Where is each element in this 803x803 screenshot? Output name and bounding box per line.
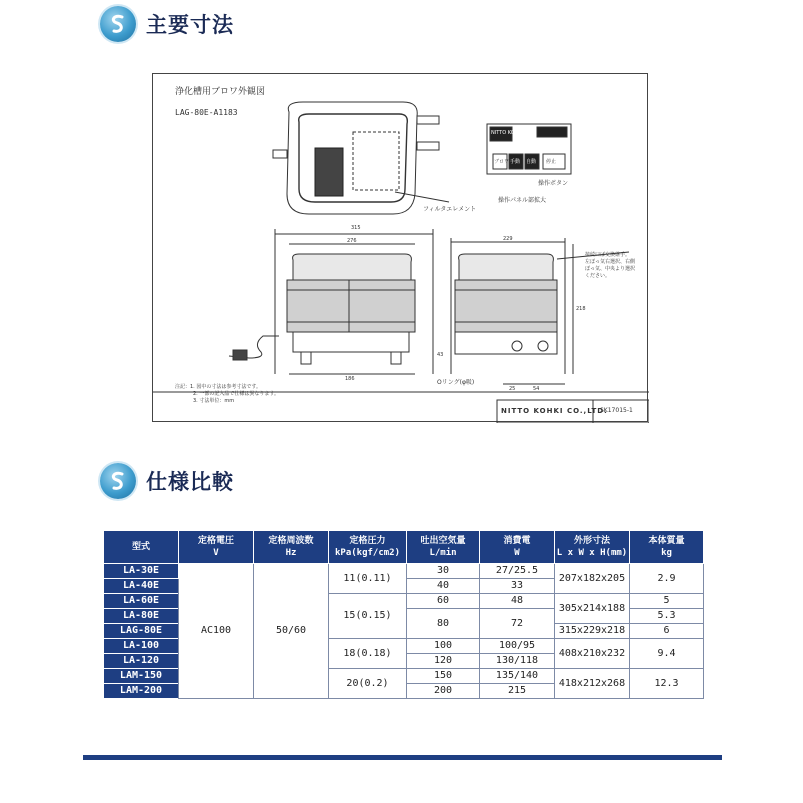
dim-h: 218 xyxy=(576,306,586,312)
power-cell: 135/140 xyxy=(480,669,555,684)
air-cell: 150 xyxy=(407,669,480,684)
size-cell: 207x182x205 xyxy=(555,564,630,594)
dim-d-a: 25 xyxy=(509,386,516,392)
dim-d-b: 54 xyxy=(533,386,540,392)
section-title-specs xyxy=(100,463,234,499)
air-cell: 80 xyxy=(407,609,480,639)
panel-brand-text: NITTO KOHKI xyxy=(491,130,524,136)
power-cell: 215 xyxy=(480,684,555,699)
dim-w-inner: 276 xyxy=(347,238,357,244)
power-cell: 72 xyxy=(480,609,555,639)
power-cell: 27/25.5 xyxy=(480,564,555,579)
size-cell: 305x214x188 xyxy=(555,594,630,624)
model-cell: LAM-200 xyxy=(104,684,179,699)
frequency-cell: 50/60 xyxy=(254,564,329,699)
power-cell: 33 xyxy=(480,579,555,594)
dim-h-small: 43 xyxy=(437,352,444,358)
filter-label: フィルタエレメント xyxy=(423,206,477,213)
model-cell: LA-120 xyxy=(104,654,179,669)
bottom-divider xyxy=(83,755,722,760)
panel-button-1: ブロワ xyxy=(494,159,510,165)
side-notes: 接続口ば交換継手。 左ぼっ気右選択、右側 ぼっ気、中央より選択 ください。 xyxy=(585,252,636,279)
air-cell: 100 xyxy=(407,639,480,654)
model-cell: LAG-80E xyxy=(104,624,179,639)
pressure-cell: 15(0.15) xyxy=(329,594,407,639)
pressure-cell: 11(0.11) xyxy=(329,564,407,594)
section-logo-icon xyxy=(100,463,136,499)
mass-cell: 5 xyxy=(630,594,704,609)
mass-cell: 12.3 xyxy=(630,669,704,699)
mass-cell: 9.4 xyxy=(630,639,704,669)
header-power: 消費電 W xyxy=(480,531,555,564)
mass-cell: 2.9 xyxy=(630,564,704,594)
spec-table xyxy=(103,530,704,699)
header-model: 型式 xyxy=(104,531,179,564)
header-pressure: 定格圧力 kPa(kgf/cm2) xyxy=(329,531,407,564)
air-cell: 40 xyxy=(407,579,480,594)
mass-cell: 6 xyxy=(630,624,704,639)
model-cell: LAM-150 xyxy=(104,669,179,684)
header-air: 吐出空気量 L/min xyxy=(407,531,480,564)
header-frequency: 定格周波数 Hz xyxy=(254,531,329,564)
section-logo-icon xyxy=(100,6,136,42)
section-title-text: 仕様比較 xyxy=(146,470,234,494)
power-cell: 48 xyxy=(480,594,555,609)
power-cell: 130/118 xyxy=(480,654,555,669)
voltage-cell: AC100 xyxy=(179,564,254,699)
model-cell: LA-60E xyxy=(104,594,179,609)
dim-w-base: 186 xyxy=(345,376,355,382)
size-cell: 315x229x218 xyxy=(555,624,630,639)
air-cell: 120 xyxy=(407,654,480,669)
header-voltage: 定格電圧 V xyxy=(179,531,254,564)
footer-code: SK17015-1 xyxy=(600,407,633,414)
model-cell: LA-100 xyxy=(104,639,179,654)
dim-w-outer: 315 xyxy=(351,225,361,231)
air-cell: 60 xyxy=(407,594,480,609)
pressure-cell: 20(0.2) xyxy=(329,669,407,699)
panel-button-2: 手動 xyxy=(510,159,521,165)
table-row xyxy=(104,564,704,579)
power-cell: 100/95 xyxy=(480,639,555,654)
header-mass: 本体質量 kg xyxy=(630,531,704,564)
air-cell: 200 xyxy=(407,684,480,699)
section-title-text: 主要寸法 xyxy=(146,13,234,37)
drawing-heading: 浄化槽用ブロワ外観図 xyxy=(175,87,266,97)
size-cell: 418x212x268 xyxy=(555,669,630,699)
header-size: 外形寸法 L x W x H(mm) xyxy=(555,531,630,564)
mass-cell: 5.3 xyxy=(630,609,704,624)
panel-button-4: 停止 xyxy=(546,159,557,165)
panel-button-3: 自動 xyxy=(526,159,537,165)
drawing-model: LAG-80E-A1183 xyxy=(175,108,238,117)
air-cell: 30 xyxy=(407,564,480,579)
dimension-drawing xyxy=(152,73,648,422)
table-header-row xyxy=(104,531,704,564)
pressure-cell: 18(0.18) xyxy=(329,639,407,669)
panel-label: 操作ボタン xyxy=(538,180,569,187)
oring-label: Oリング(φ吸) xyxy=(437,379,475,386)
model-cell: LA-40E xyxy=(104,579,179,594)
model-cell: LA-30E xyxy=(104,564,179,579)
drawing-notes: 注記：1. 図中の寸法は参考寸法です。 2. 一部の記入品で仕様は異なります。 3. 寸法単位：mm xyxy=(175,384,279,404)
model-cell: LA-80E xyxy=(104,609,179,624)
size-cell: 408x210x232 xyxy=(555,639,630,669)
footer-company: NITTO KOHKI CO.,LTD. xyxy=(501,407,608,415)
dim-d-outer: 229 xyxy=(503,236,513,242)
drawing-lines xyxy=(153,74,649,423)
section-title-dimensions xyxy=(100,6,234,42)
panel-caption: 操作パネル部拡大 xyxy=(498,197,547,204)
